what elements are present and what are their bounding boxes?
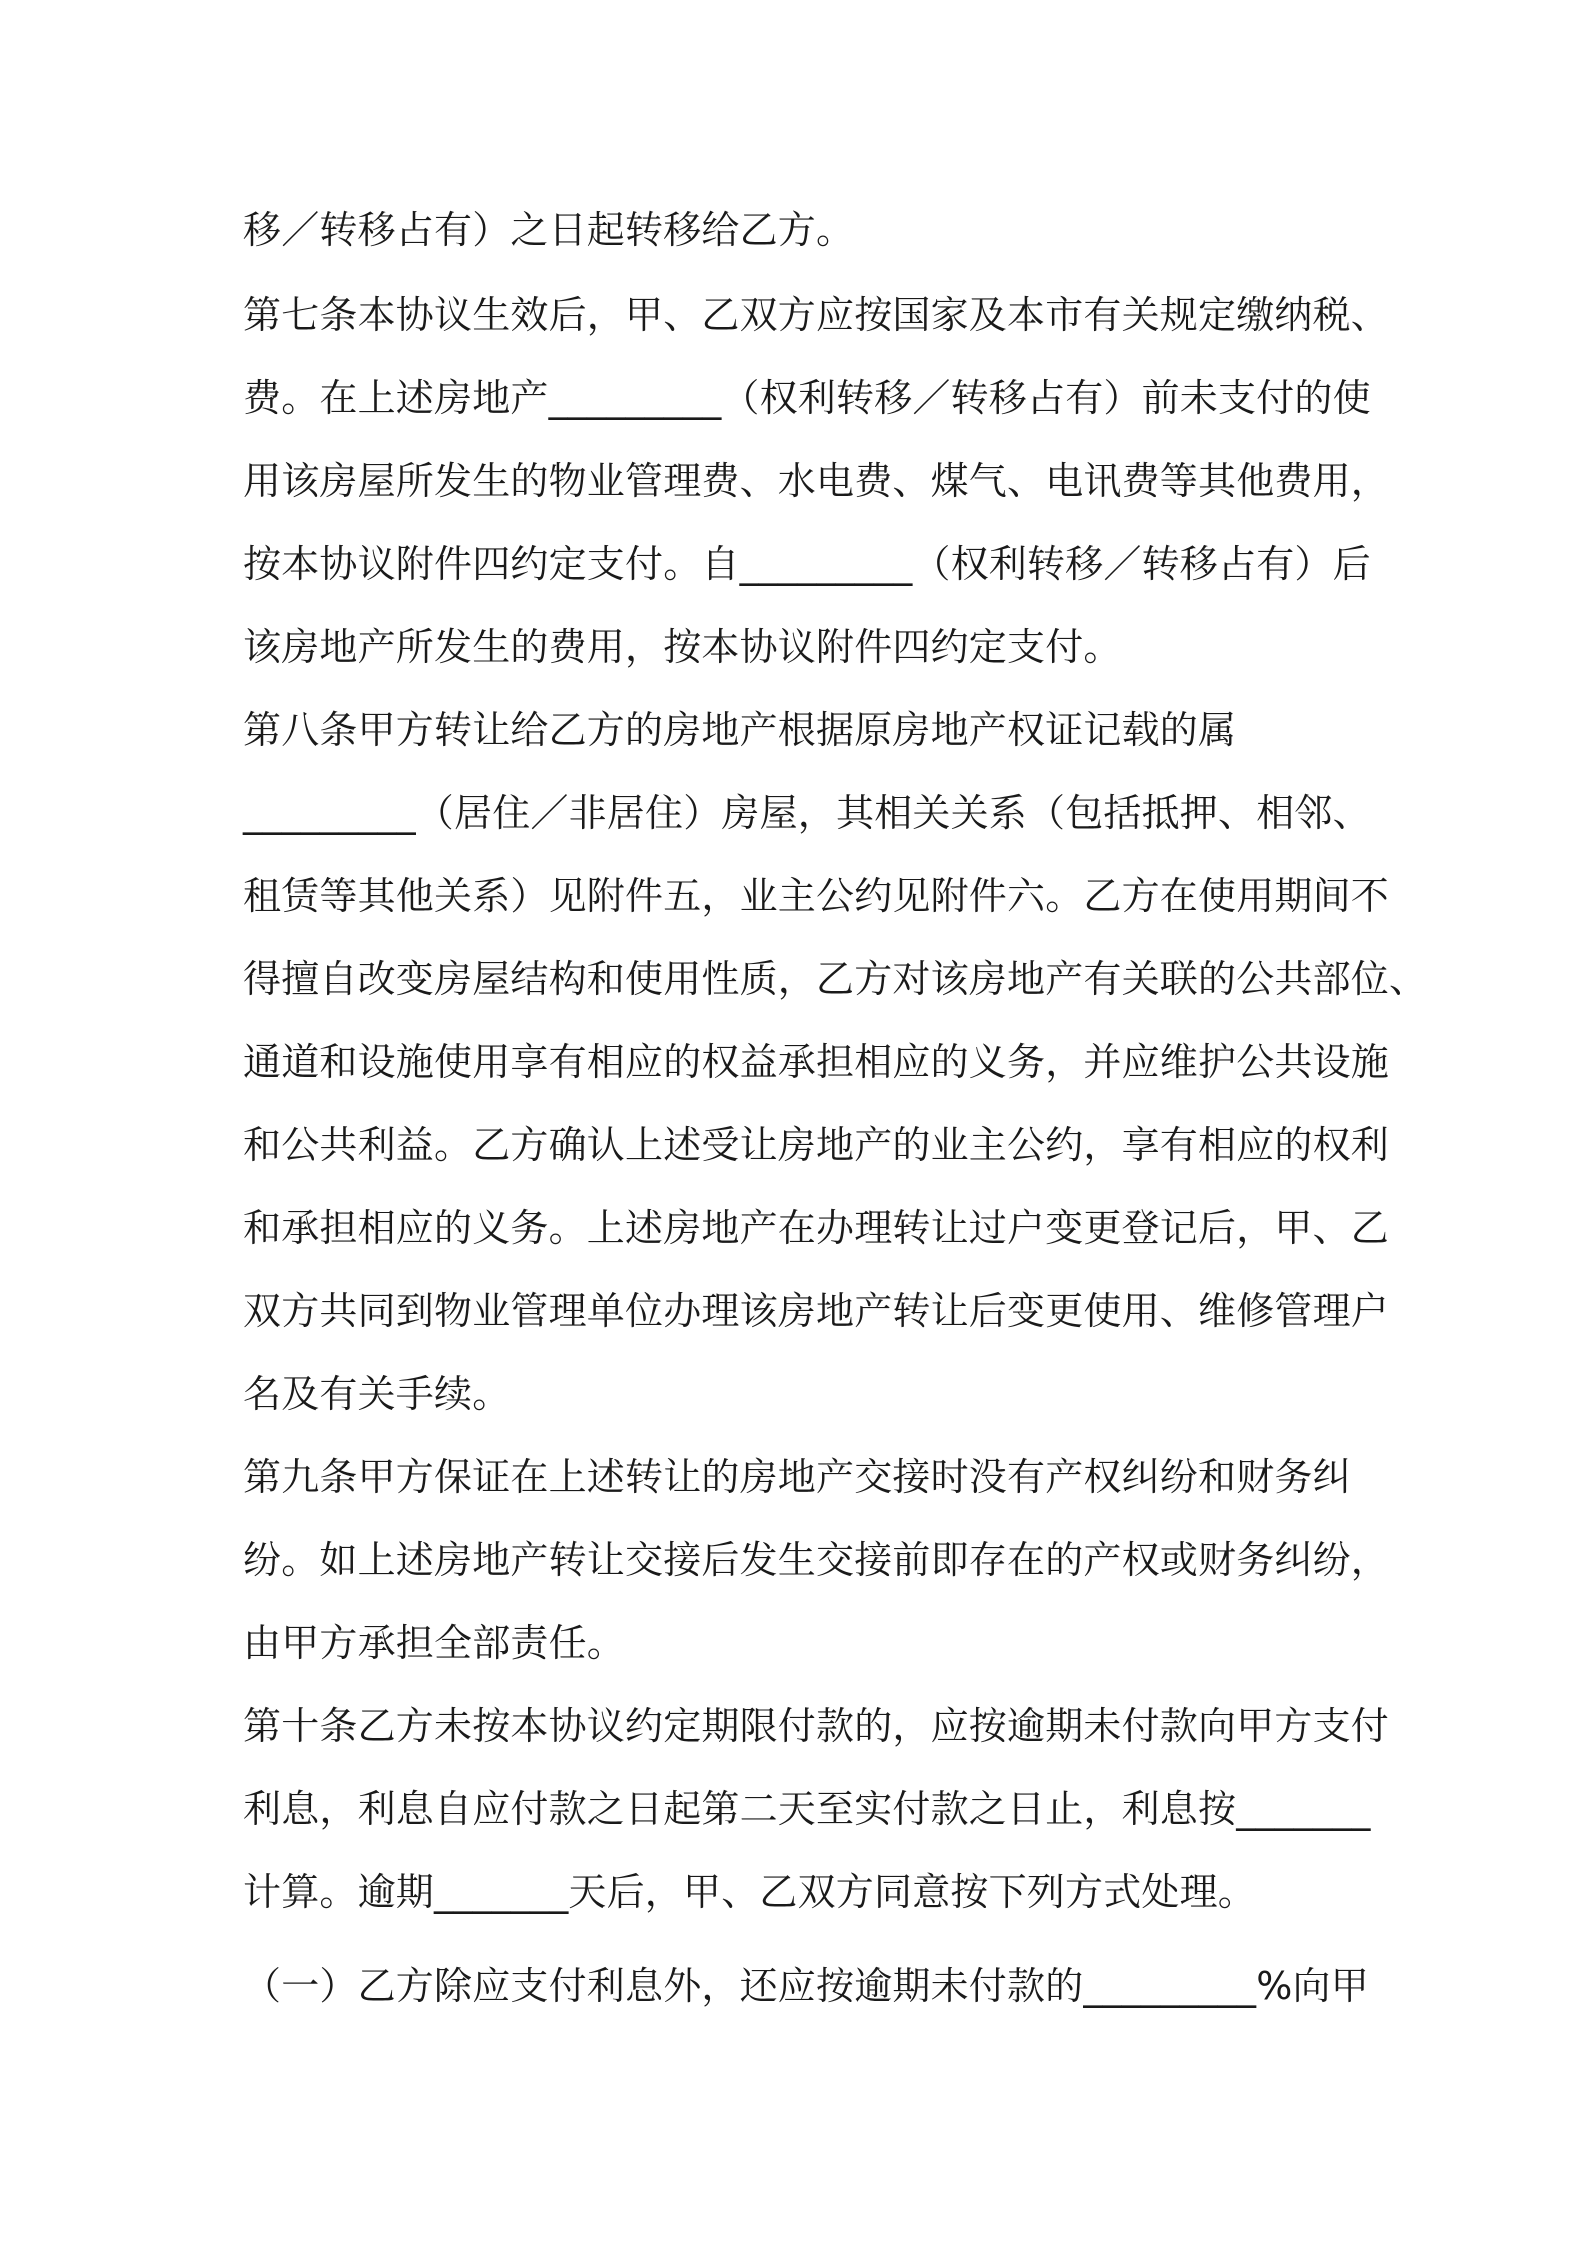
text-line-12: 和公共利益。乙方确认上述受让房地产的业主公约，享有相应的权利 [243, 1123, 1390, 1167]
text-line-13: 和承担相应的义务。上述房地产在办理转让过户变更登记后，甲、乙 [243, 1206, 1390, 1250]
text-line-1: 移／转移占有）之日起转移给乙方。 [243, 208, 855, 252]
text-line-8: _________（居住／非居住）房屋，其相关关系（包括抵押、相邻、 [243, 791, 1371, 835]
text-line-16: 第九条甲方保证在上述转让的房地产交接时没有产权纠纷和财务纠 [243, 1455, 1351, 1499]
text-line-9: 租赁等其他关系）见附件五，业主公约见附件六。乙方在使用期间不 [243, 874, 1390, 918]
text-line-20: 利息，利息自应付款之日起第二天至实付款之日止，利息按_______ [243, 1787, 1371, 1831]
text-line-19: 第十条乙方未按本协议约定期限付款的，应按逾期未付款向甲方支付 [243, 1704, 1390, 1748]
text-line-17: 纷。如上述房地产转让交接后发生交接前即存在的产权或财务纠纷， [243, 1538, 1390, 1582]
text-line-21: 计算。逾期_______天后，甲、乙双方同意按下列方式处理。 [243, 1870, 1257, 1914]
text-line-7: 第八条甲方转让给乙方的房地产根据原房地产权证记载的属 [243, 708, 1237, 752]
text-line-14: 双方共同到物业管理单位办理该房地产转让后变更使用、维修管理户 [243, 1289, 1390, 1333]
text-line-10: 得擅自改变房屋结构和使用性质，乙方对该房地产有关联的公共部位、 [243, 957, 1428, 1001]
text-line-2: 第七条本协议生效后，甲、乙双方应按国家及本市有关规定缴纳税、 [243, 293, 1390, 337]
text-line-15: 名及有关手续。 [243, 1372, 511, 1416]
text-line-5: 按本协议附件四约定支付。自_________（权利转移／转移占有）后 [243, 542, 1371, 586]
text-line-3: 费。在上述房地产_________（权利转移／转移占有）前未支付的使 [243, 376, 1371, 420]
text-line-6: 该房地产所发生的费用，按本协议附件四约定支付。 [243, 625, 1122, 669]
text-line-18: 由甲方承担全部责任。 [243, 1621, 626, 1665]
text-line-11: 通道和设施使用享有相应的权益承担相应的义务，并应维护公共设施 [243, 1040, 1390, 1084]
text-line-22: （一）乙方除应支付利息外，还应按逾期未付款的_________%向甲 [243, 1964, 1369, 2008]
text-line-4: 用该房屋所发生的物业管理费、水电费、煤气、电讯费等其他费用， [243, 459, 1390, 503]
